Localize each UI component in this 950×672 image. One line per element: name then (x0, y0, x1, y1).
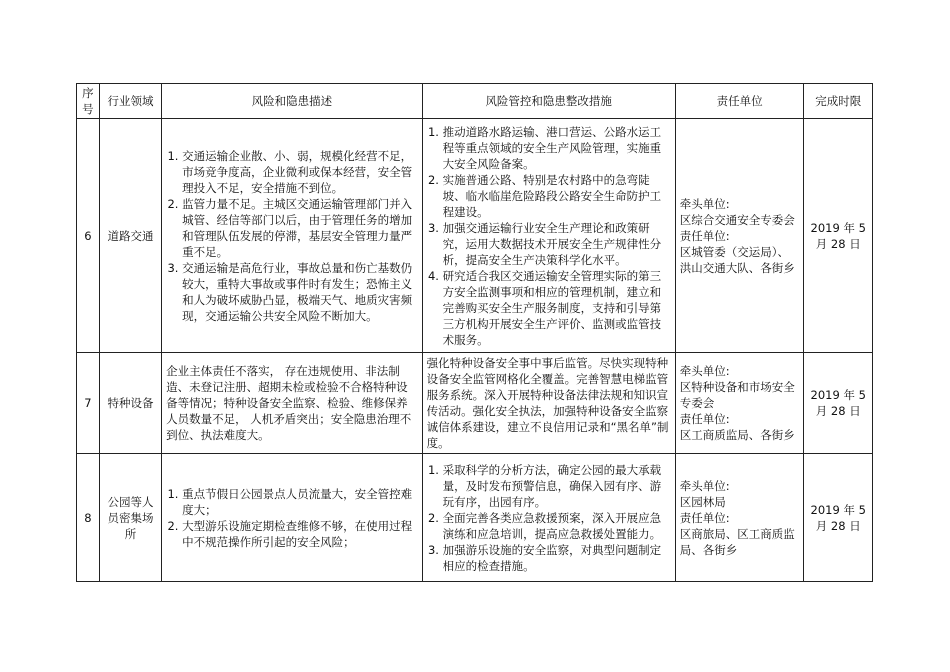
header-responsible: 责任单位 (675, 84, 804, 119)
table-row (77, 353, 873, 454)
responsible-units: 区商旅局、区工商质监局、各街乡 (679, 526, 795, 557)
header-measures: 风险管控和隐患整改措施 (422, 84, 675, 119)
row-field: 特种设备 (99, 353, 161, 454)
list-item: 3. 加强游乐设施的安全监察，对典型问题制定相应的检查措施。 (443, 542, 671, 574)
list-item: 2. 监管力量不足。主城区交通运输管理部门并入城管、经信等部门以后，由于管理任务的增加和管理队伍发展的停滞，基层安全管理力量严重不足。 (182, 196, 417, 260)
table-header-row (77, 84, 873, 119)
row-deadline: 2019 年 5 月 28 日 (804, 454, 873, 582)
risk-table (76, 83, 873, 582)
row-field: 公园等人员密集场所 (99, 454, 161, 582)
lead-unit-label: 牵头单位: (679, 196, 730, 211)
row-desc: 企业主体责任不落实， 存在违规使用、非法制造、未登记注册、超期未检或检验不合格特种设备等情况；特种设备安全监察、检验、维修保养人员数量不足， 人机矛盾突出；安全隐患治理不到位、执法难度大。 (162, 353, 422, 454)
row-deadline: 2019 年 5 月 28 日 (804, 353, 873, 454)
header-deadline: 完成时限 (804, 84, 873, 119)
row-deadline: 2019 年 5 月 28 日 (804, 119, 873, 353)
row-responsible (675, 119, 804, 353)
row-desc (162, 119, 422, 353)
lead-unit: 区综合交通安全专委会 (679, 212, 795, 227)
lead-unit-label: 牵头单位: (679, 478, 730, 493)
row-responsible (675, 353, 804, 454)
list-item: 3. 交通运输是高危行业，事故总量和伤亡基数仍较大，重特大事故或事件时有发生；恐怖主义和人为破坏威胁凸显，极端天气、地质灾害频现，交通运输公共安全风险不断加大。 (182, 260, 417, 324)
table-row (77, 454, 873, 582)
row-responsible (675, 454, 804, 582)
responsible-units: 区工商质监局、各街乡 (679, 428, 795, 442)
list-item: 1. 交通运输企业散、小、弱，规模化经营不足，市场竞争度高，企业微利或保本经营，安全管理投入不足，安全措施不到位。 (182, 148, 417, 196)
row-seq: 6 (77, 119, 100, 353)
header-seq: 序号 (77, 84, 100, 119)
responsible-unit-label: 责任单位: (679, 412, 730, 426)
header-field: 行业领域 (99, 84, 161, 119)
row-field: 道路交通 (99, 119, 161, 353)
row-measures (422, 454, 675, 582)
header-desc: 风险和隐患描述 (162, 84, 422, 119)
lead-unit-label: 牵头单位: (679, 364, 730, 378)
responsible-unit-label: 责任单位: (679, 510, 730, 525)
row-seq: 7 (77, 353, 100, 454)
list-item: 1. 采取科学的分析方法，确定公园的最大承载量，及时发布预警信息，确保入园有序、游玩有序，出园有序。 (443, 462, 671, 510)
list-item: 4. 研究适合我区交通运输安全管理实际的第三方安全监测事项和相应的管理机制，建立和完善购买安全生产服务制度，支持和引导第三方机构开展安全生产评价、监测或监管技术服务。 (443, 268, 671, 348)
row-seq: 8 (77, 454, 100, 582)
lead-unit: 区特种设备和市场安全专委会 (679, 380, 795, 410)
row-desc (162, 454, 422, 582)
list-item: 1. 推动道路水路运输、港口营运、公路水运工程等重点领域的安全生产风险管理，实施重大安全风险备案。 (443, 124, 671, 172)
list-item: 1. 重点节假日公园景点人员流量大，安全管控难度大； (182, 486, 417, 518)
list-item: 3. 加强交通运输行业安全生产理论和政策研究，运用大数据技术开展安全生产规律性分析，提高安全生产决策科学化水平。 (443, 220, 671, 268)
lead-unit: 区园林局 (679, 494, 726, 509)
list-item: 2. 全面完善各类应急救援预案，深入开展应急演练和应急培训，提高应急救援处置能力。 (443, 510, 671, 542)
list-item: 2. 大型游乐设施定期检查维修不够，在使用过程中不规范操作所引起的安全风险； (182, 518, 417, 550)
responsible-units: 区城管委（交运局）、洪山交通大队、各街乡 (679, 244, 795, 275)
table-row (77, 119, 873, 353)
list-item: 2. 实施普通公路、特别是农村路中的急弯陡坡、临水临崖危险路段公路安全生命防护工程建设。 (443, 172, 671, 220)
row-measures: 强化特种设备安全事中事后监管。尽快实现特种设备安全监管网格化全覆盖。完善智慧电梯监管服务系统。深入开展特种设备法律法规和知识宣传活动。强化安全执法，加强特种设备安全监察诚信体系建设，建立不良信用记录和“黑名单”制度。 (422, 353, 675, 454)
row-measures (422, 119, 675, 353)
responsible-unit-label: 责任单位: (679, 228, 730, 243)
